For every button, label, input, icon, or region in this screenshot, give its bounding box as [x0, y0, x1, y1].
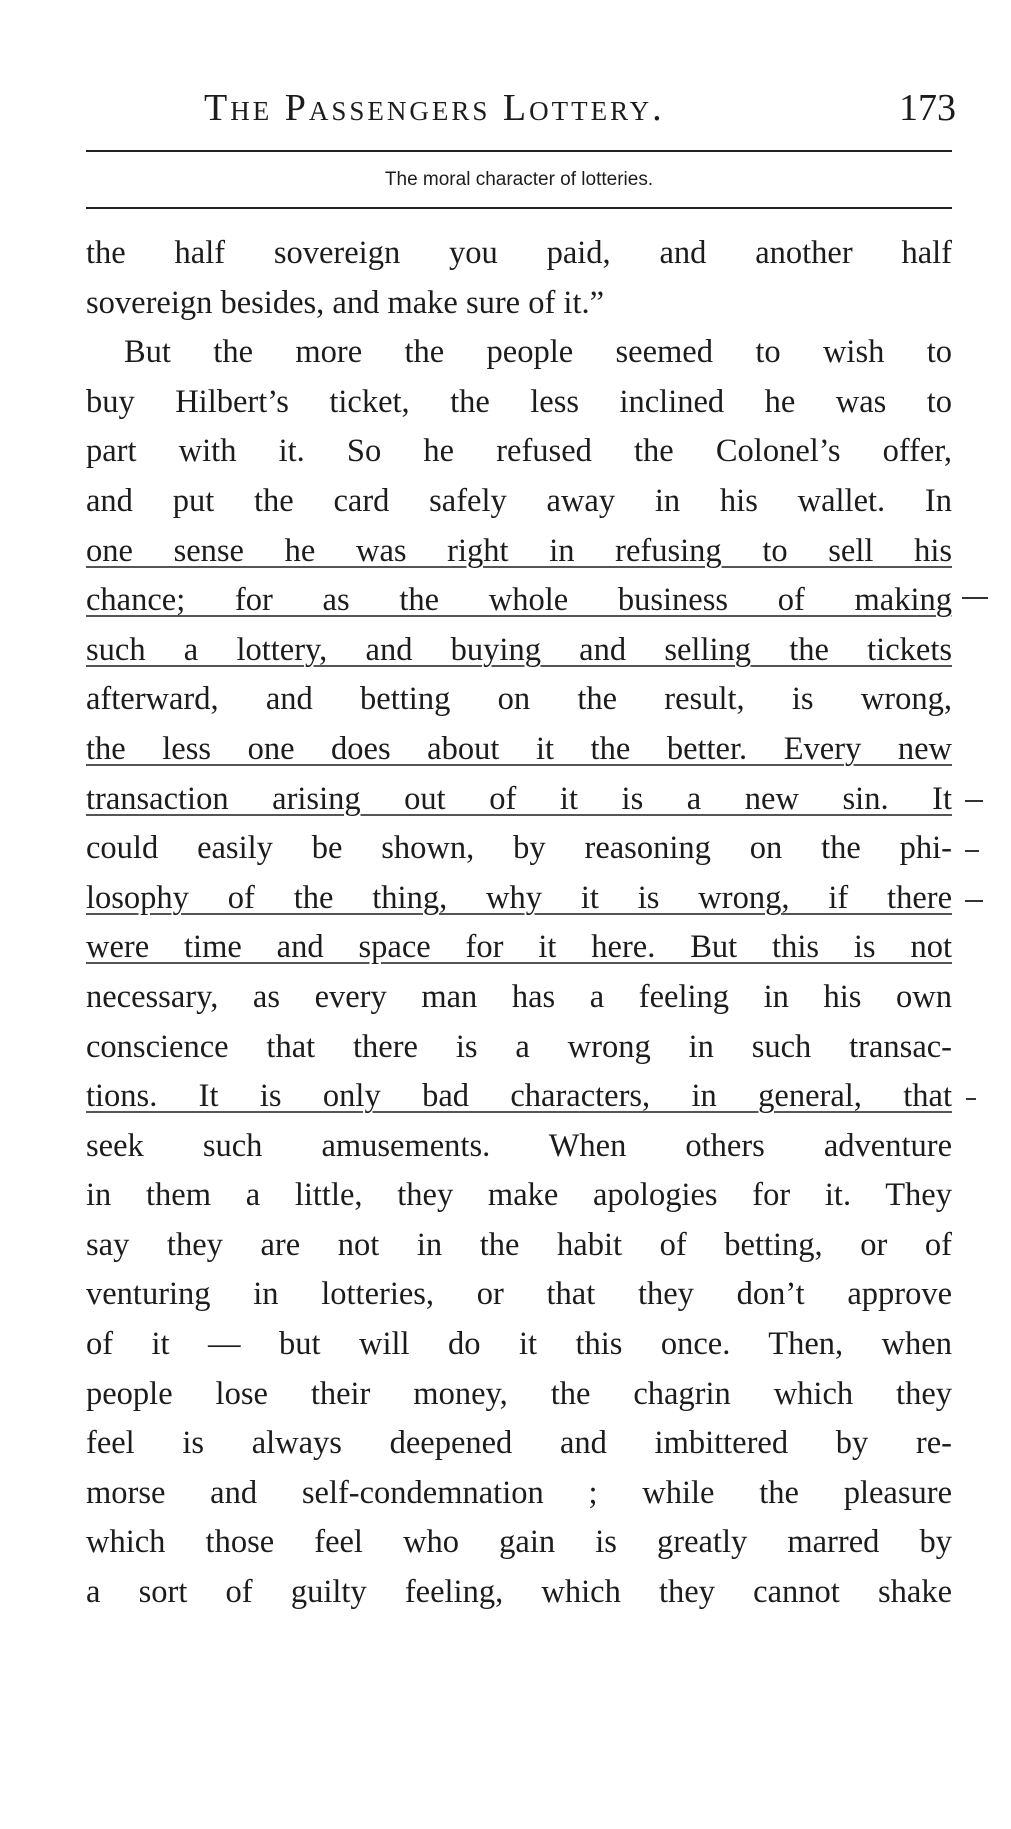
page-number: 173 — [899, 87, 956, 129]
text-line: of it — but will do it this once. Then, when — [86, 1326, 952, 1363]
header-rule-top — [86, 150, 952, 152]
text-line-underlined: tions. It is only bad characters, in general, that — [86, 1078, 952, 1115]
running-title: The Passengers Lottery. — [204, 87, 665, 129]
text-line: say they are not in the habit of betting, or of — [86, 1226, 952, 1263]
text-line: feel is always deepened and imbittered by re- — [86, 1425, 952, 1462]
margin-pencil-mark — [965, 900, 983, 902]
text-line-underlined: losophy of the thing, why it is wrong, if there — [86, 879, 952, 916]
section-subtitle: The moral character of lotteries. — [384, 169, 654, 190]
text-line-underlined: such a lottery, and buying and selling the tickets — [86, 631, 952, 668]
text-line: But the more the people seemed to wish to — [124, 334, 952, 371]
text-line: part with it. So he refused the Colonel’s offer, — [86, 433, 952, 470]
text-line: and put the card safely away in his wallet. In — [86, 482, 952, 519]
running-head — [86, 83, 956, 133]
text-line-underlined: transaction arising out of it is a new sin. It — [86, 780, 952, 817]
text-line: in them a little, they make apologies for it. They — [86, 1177, 952, 1214]
text-line-underlined: chance; for as the whole business of making — [86, 582, 952, 619]
text-line-underlined: were time and space for it here. But this is not — [86, 929, 952, 966]
body-text — [86, 229, 952, 1618]
text-line: conscience that there is a wrong in such transac- — [86, 1028, 952, 1065]
text-line: which those feel who gain is greatly marred by — [86, 1524, 952, 1561]
text-line: morse and self-condemnation ; while the pleasure — [86, 1474, 952, 1511]
text-line: buy Hilbert’s ticket, the less inclined he was to — [86, 383, 952, 420]
text-line: a sort of guilty feeling, which they cannot shake — [86, 1574, 952, 1611]
margin-pencil-mark — [962, 597, 988, 599]
header-rule-bottom — [86, 207, 952, 209]
text-line: the half sovereign you paid, and another half — [86, 235, 952, 271]
text-line: sovereign besides, and make sure of it.” — [86, 284, 605, 321]
text-line-underlined: one sense he was right in refusing to sell his — [86, 532, 952, 569]
text-line: venturing in lotteries, or that they don’t approve — [86, 1276, 952, 1313]
text-line: afterward, and betting on the result, is wrong, — [86, 681, 952, 718]
text-line-underlined: the less one does about it the better. Every new — [86, 730, 952, 767]
margin-pencil-mark — [966, 1098, 976, 1100]
margin-pencil-mark — [965, 850, 979, 852]
text-line: necessary, as every man has a feeling in his own — [86, 978, 952, 1015]
text-line: could easily be shown, by reasoning on the phi- — [86, 830, 952, 867]
text-line: people lose their money, the chagrin which they — [86, 1375, 952, 1412]
margin-pencil-mark — [965, 800, 983, 802]
text-line: seek such amusements. When others adventure — [86, 1127, 952, 1164]
